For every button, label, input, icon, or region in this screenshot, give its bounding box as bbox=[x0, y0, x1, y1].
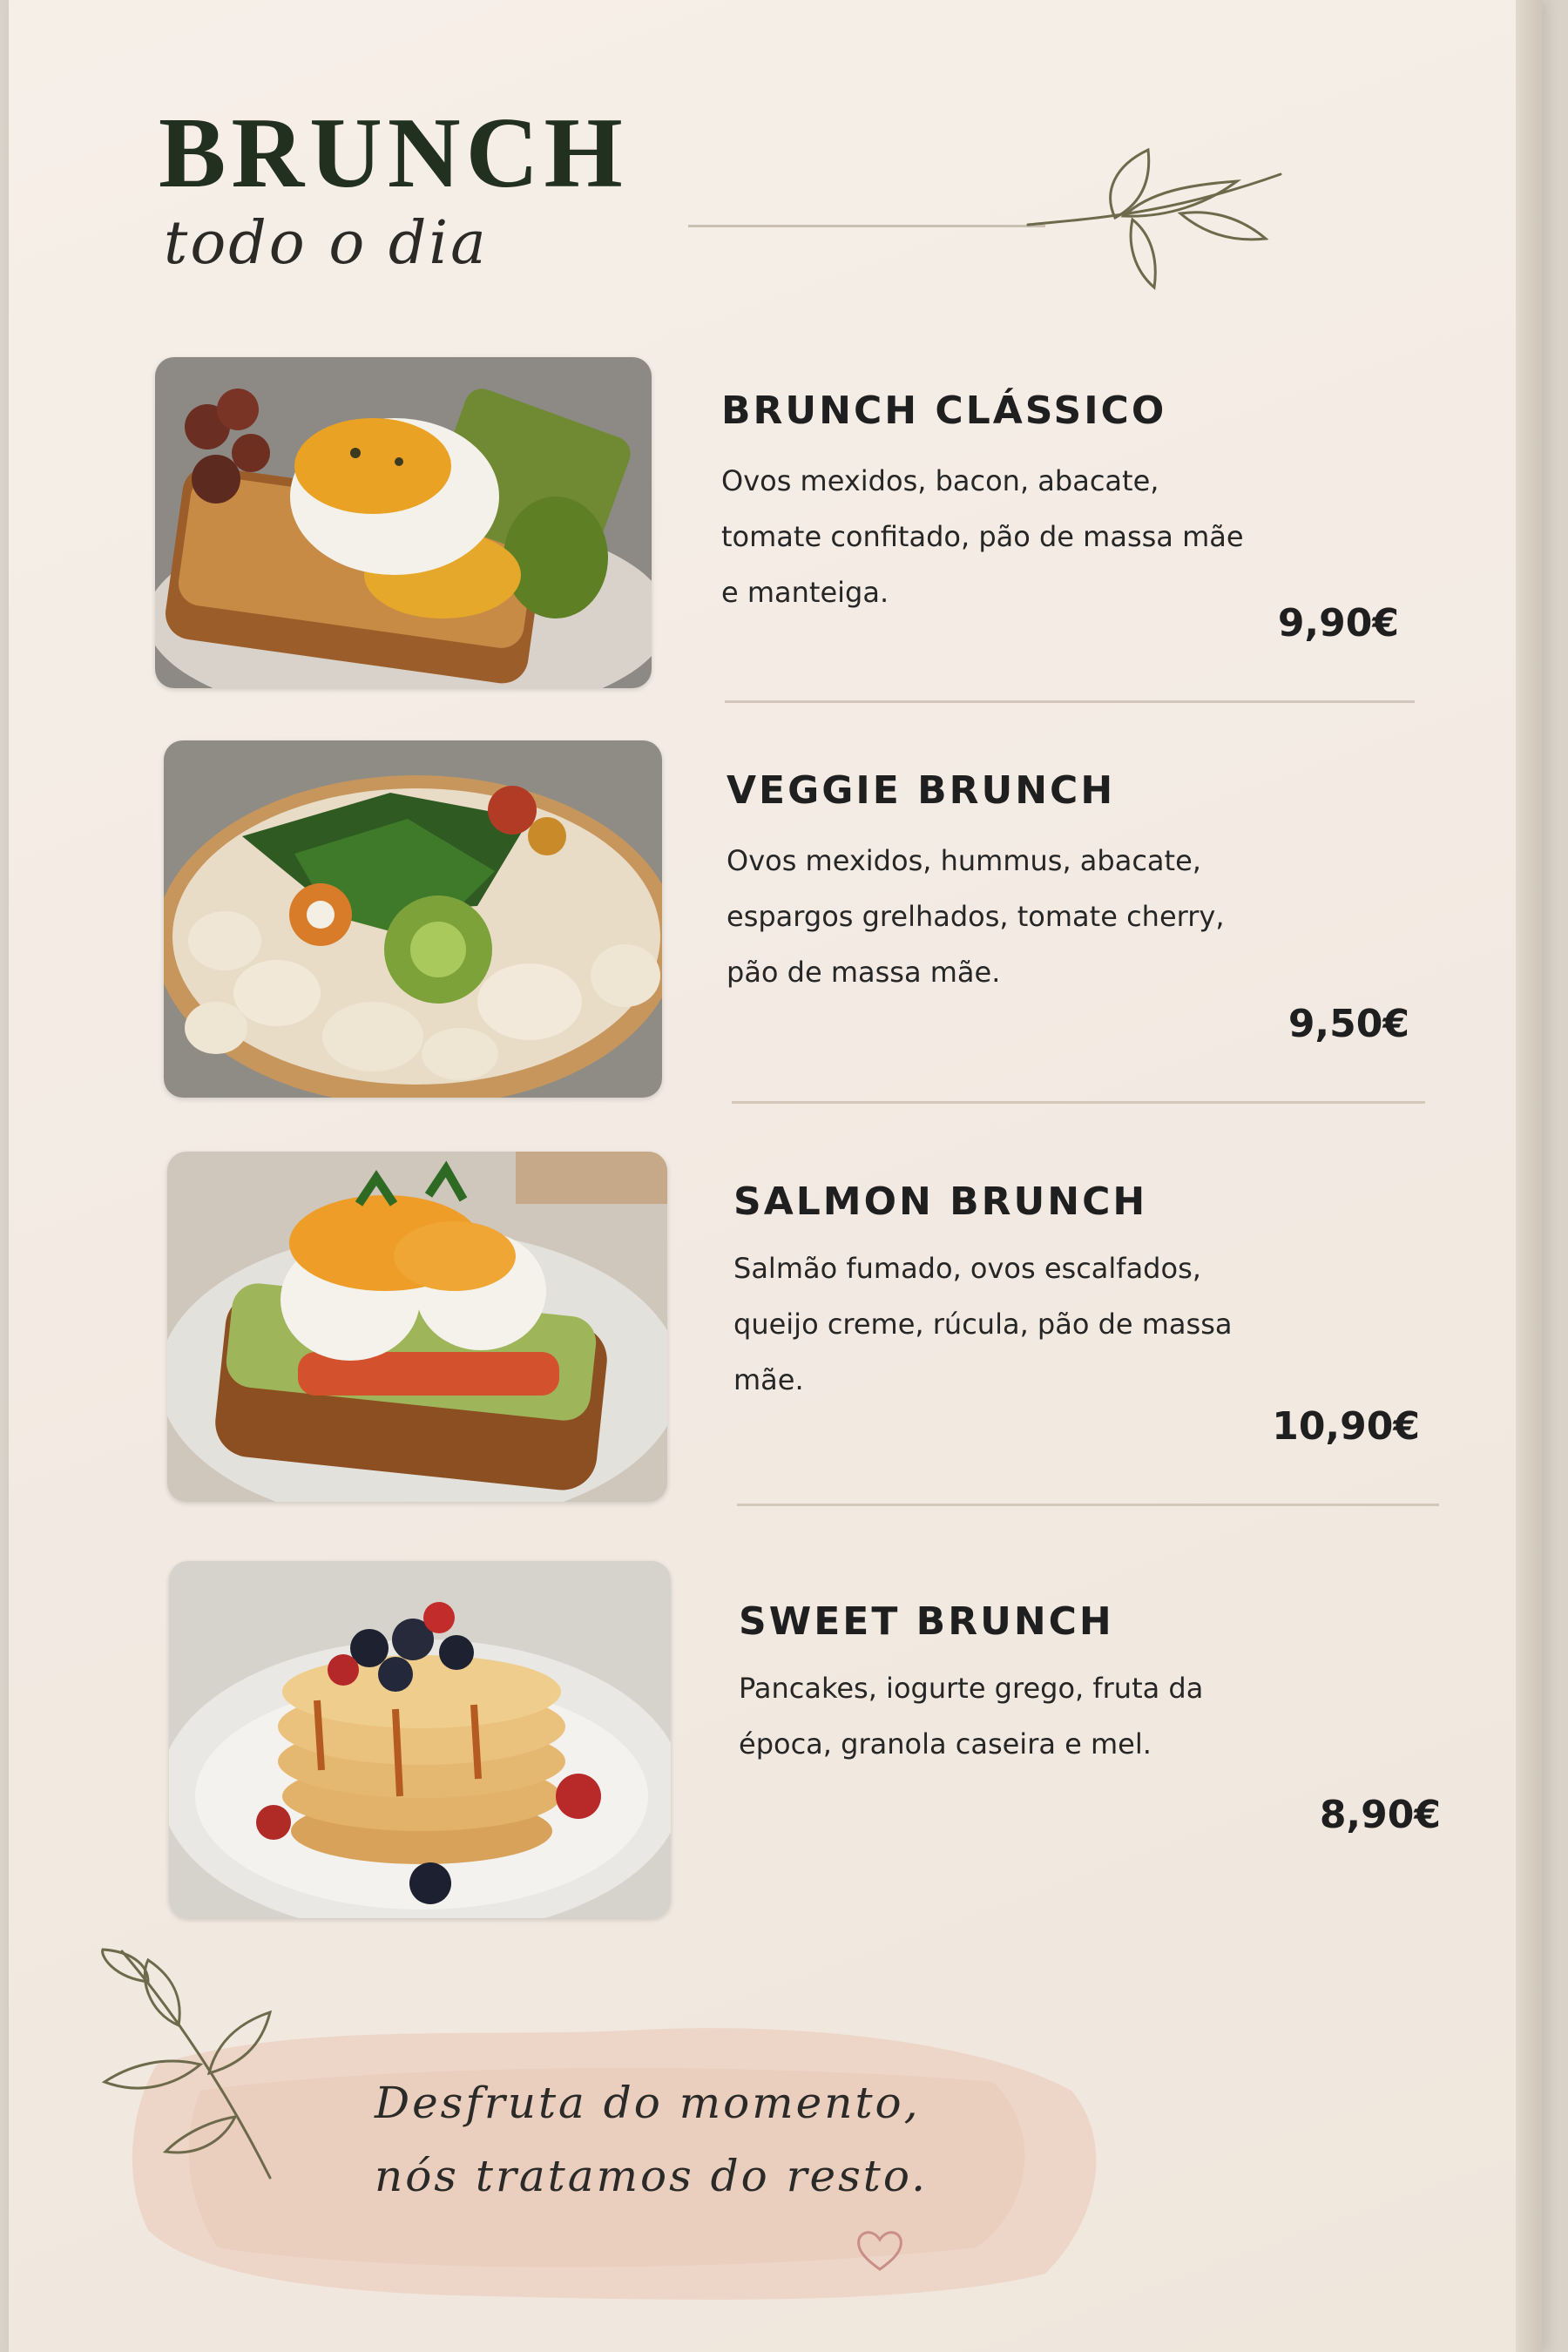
item-divider bbox=[725, 700, 1415, 703]
footer-quote bbox=[375, 2066, 928, 2213]
leaf-sprig-icon bbox=[96, 1943, 305, 2186]
item-price: 9,90€ bbox=[1277, 601, 1399, 645]
menu-page bbox=[9, 0, 1542, 2352]
page-edge bbox=[1516, 0, 1542, 2352]
menu-subtitle: todo o dia bbox=[164, 209, 489, 278]
poached-eggs-toast-photo-icon bbox=[167, 1152, 667, 1502]
item-photo-salmon bbox=[167, 1152, 667, 1502]
footer-quote-line1: Desfruta do momento, bbox=[375, 2078, 921, 2128]
item-name: SWEET BRUNCH bbox=[739, 1599, 1114, 1644]
heart-icon bbox=[854, 2226, 906, 2274]
pancake-stack-photo-icon bbox=[169, 1561, 671, 1918]
item-price: 10,90€ bbox=[1272, 1404, 1420, 1449]
item-name: BRUNCH CLÁSSICO bbox=[721, 389, 1167, 433]
item-price: 9,50€ bbox=[1288, 1002, 1409, 1046]
eggs-benedict-toast-photo-icon bbox=[155, 357, 652, 688]
menu-title: BRUNCH bbox=[159, 98, 628, 209]
item-photo-sweet bbox=[169, 1561, 671, 1918]
item-name: SALMON BRUNCH bbox=[733, 1179, 1148, 1224]
footer-quote-line2: nós tratamos do resto. bbox=[375, 2151, 928, 2201]
item-description: Ovos mexidos, bacon, abacate, tomate confitado, pão de massa mãe e manteiga. bbox=[721, 464, 1244, 609]
veggie-salad-plate-photo-icon bbox=[164, 740, 662, 1098]
item-price: 8,90€ bbox=[1319, 1793, 1441, 1837]
item-photo-veggie bbox=[164, 740, 662, 1098]
item-divider bbox=[732, 1101, 1425, 1104]
title-divider bbox=[688, 225, 1045, 227]
item-description: Pancakes, iogurte grego, fruta da época, granola caseira e mel. bbox=[739, 1672, 1204, 1761]
item-divider bbox=[737, 1504, 1439, 1506]
item-photo-classico bbox=[155, 357, 652, 688]
item-description: Ovos mexidos, hummus, abacate, espargos grelhados, tomate cherry, pão de massa mãe. bbox=[727, 844, 1225, 989]
item-name: VEGGIE BRUNCH bbox=[727, 768, 1116, 813]
item-description: Salmão fumado, ovos escalfados, queijo creme, rúcula, pão de massa mãe. bbox=[733, 1252, 1233, 1396]
leaf-sprig-icon bbox=[1019, 131, 1298, 296]
